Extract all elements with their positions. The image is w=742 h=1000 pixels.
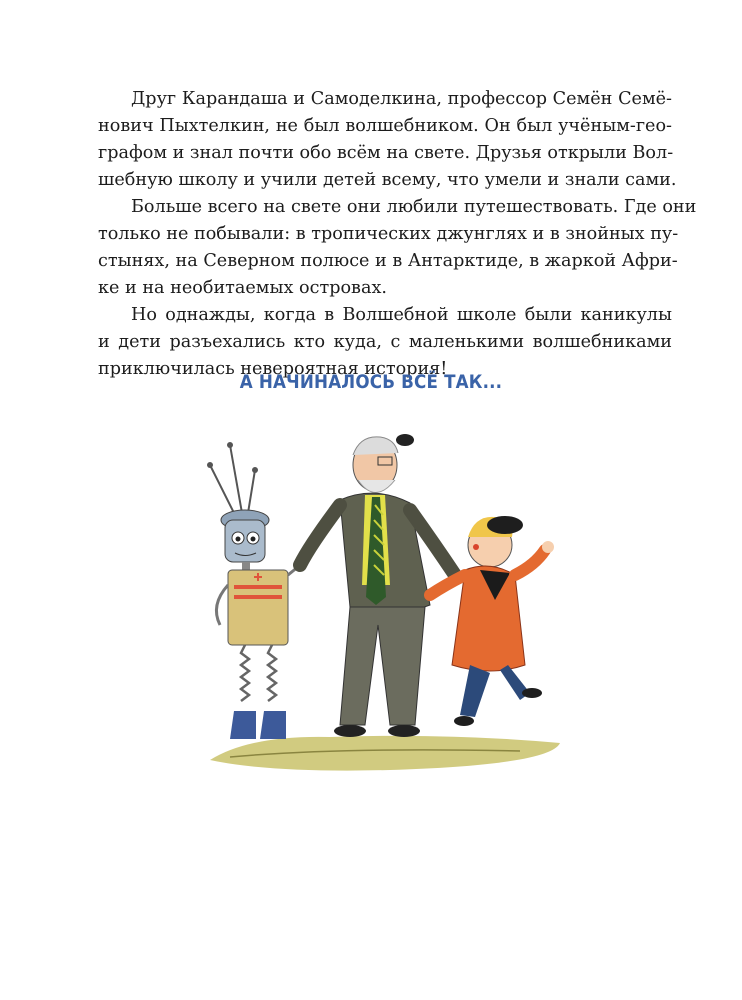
paragraph-2 [98,194,697,302]
paragraph-1 [98,86,677,194]
text-line: Но однажды, когда в Волшебной школе были каникулы [131,305,672,325]
text-line: только не побывали: в тропических джунглях и в знойных пу- [98,224,679,244]
text-line: шебную школу и учили детей всему, что умели и знали сами. [98,170,677,190]
chapter-heading: А НАЧИНАЛОСЬ ВСЁ ТАК... [239,371,503,393]
text-line: и дети разъехались кто куда, с маленькими волшебниками [98,332,672,352]
text-line: стынях, на Северном полюсе и в Антарктиде, в жаркой Афри- [98,251,678,271]
text-line: графом и знал почти обо всём на свете. Друзья открыли Вол- [98,143,674,163]
ground-shadow [210,736,560,771]
illustration [190,425,570,775]
text-line: нович Пыхтелкин, не был волшебником. Он был учёным-гео- [98,116,672,136]
robot-figure [207,442,308,739]
story-text [98,86,697,383]
boy-figure [430,516,554,726]
text-line: приключилась невероятная история! [98,359,448,379]
text-line: Друг Карандаша и Самоделкина, профессор Семён Семё- [131,89,672,109]
text-line: ке и на необитаемых островах. [98,278,387,298]
text-line: Больше всего на свете они любили путешествовать. Где они [131,197,697,217]
professor-figure [300,434,455,737]
